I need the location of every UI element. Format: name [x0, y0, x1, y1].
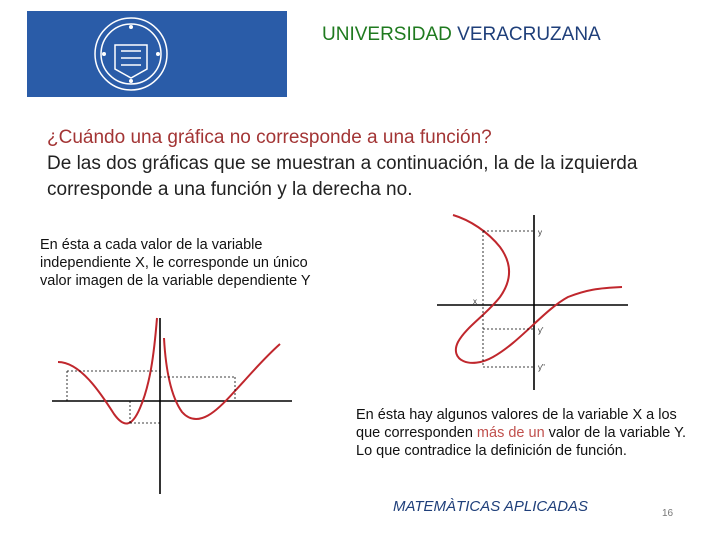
university-title-part2: VERACRUZANA — [457, 24, 601, 45]
right-graph-label-y-prime: y' — [538, 326, 544, 335]
left-note: En ésta a cada valor de la variable independiente X, le corresponde un único valor imagen de la variable dependiente Y — [40, 237, 311, 289]
right-graph-curve — [453, 215, 622, 363]
footer-title: MATEMÀTICAS APLICADAS — [393, 498, 589, 515]
question-heading: ¿Cuándo una gráfica no corresponde a una función? — [47, 127, 492, 148]
right-note-part2: valor de la variable Y. Lo que contradice la definición de función. — [356, 425, 686, 459]
university-title-part1: UNIVERSIDAD — [322, 24, 452, 45]
right-graph — [437, 215, 628, 390]
left-graph — [52, 318, 292, 494]
right-note-part1: En ésta hay algunos valores de la variable X a los que corresponden — [356, 407, 677, 441]
right-graph-label-y-double-prime: y" — [538, 363, 545, 372]
page-number: 16 — [662, 508, 674, 519]
question-body: De las dos gráficas que se muestran a continuación, la de la izquierda corresponde a una función y la derecha no. — [47, 153, 638, 200]
right-graph-label-y: y — [538, 228, 542, 237]
right-note-highlight: más de un — [476, 425, 545, 441]
left-graph-curve-right — [164, 338, 280, 419]
right-graph-label-x: x — [473, 297, 477, 306]
